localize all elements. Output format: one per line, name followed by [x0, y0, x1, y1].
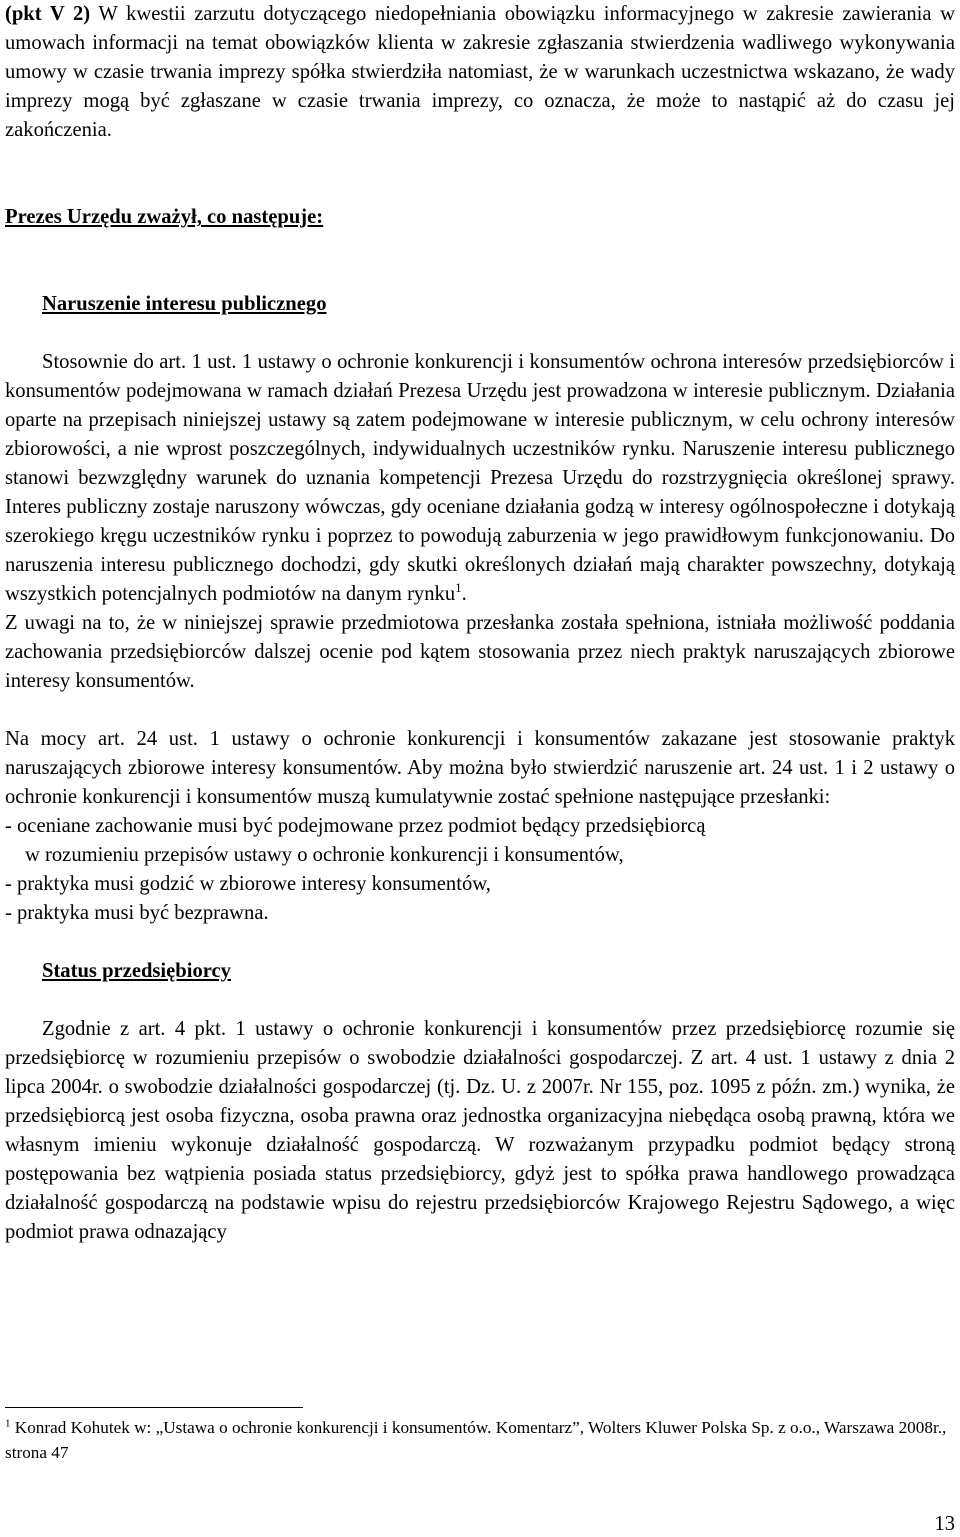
footnote [5, 1415, 955, 1465]
list-item-text: - praktyka musi być bezprawna. [5, 902, 269, 924]
list-item [5, 899, 955, 928]
public-interest-text: Stosownie do art. 1 ust. 1 ustawy o ochronie konkurencji i konsumentów ochrona interesów przedsiębiorców i konsumentów podejmowana w ramach działań Prezesa Urzędu jest prowadzona w interesie publicznym. Działania oparte na przepisach niniejszej ustawy są zatem podejmowane w interesie publicznym, w celu ochrony interesów zbiorowości, a nie wprost poszczególnych, indywidualnych uczestników rynku. Naruszenie interesu publicznego stanowi bezwzględny warunek do uznania kompetencji Prezesa Urzędu do rozstrzygnięcia określonej sprawy. Interes publiczny zostaje naruszony wówczas, gdy oceniane działania godzą w interesy ogólnospołeczne i dotykają szerokiego kręgu uczestników rynku i poprzez to powodują zaburzenia w jego prawidłowym funkcjonowaniu. Do naruszenia interesu publicznego dochodzi, gdy skutki określonych działań mają charakter powszechny, dotykają wszystkich potencjalnych podmiotów na danym rynku [5, 351, 955, 605]
top-paragraph-text: W kwestii zarzutu dotyczącego niedopełniania obowiązku informacyjnego w zakresie zawierania w umowach informacji na temat obowiązków klienta w zakresie zgłaszania stwierdzenia wadliwego wykonywania umowy w czasie trwania imprezy spółka stwierdziła natomiast, że w warunkach uczestnictwa wskazano, że wady imprezy mogą być zgłaszane w czasie trwania imprezy, co oznacza, że może to nastąpić aż do czasu jej zakończenia. [5, 3, 956, 141]
status-paragraph [5, 1015, 955, 1247]
document-page [5, 0, 955, 1247]
main-heading: Prezes Urzędu zważył, co następuje: [5, 206, 324, 228]
list-item-continuation: w rozumieniu przepisów ustawy o ochronie konkurencji i konsumentów, [25, 844, 624, 866]
premises-list [5, 812, 955, 928]
footnote-number: 1 [5, 1417, 11, 1430]
footnote-text: Konrad Kohutek w: „Ustawa o ochronie konkurencji i konsumentów. Komentarz”, Wolters Kluwer Polska Sp. z o.o., Warszawa 2008r., strona 47 [5, 1418, 947, 1462]
art24-paragraph: Na mocy art. 24 ust. 1 ustawy o ochronie konkurencji i konsumentów zakazane jest stosowanie praktyk naruszających zbiorowe interesy konsumentów. Aby można było stwierdzić naruszenie art. 24 ust. 1 i 2 ustawy o ochronie konkurencji i konsumentów muszą kumulatywnie zostać spełnione następujące przesłanki: [5, 728, 955, 808]
page-number: 13 [934, 1513, 955, 1535]
top-paragraph [5, 0, 955, 145]
list-item-text: - oceniane zachowanie musi być podejmowane przez podmiot będący przedsiębiorcą [5, 815, 706, 837]
list-item [5, 870, 955, 899]
point-label: (pkt V 2) [5, 3, 91, 25]
status-text: Zgodnie z art. 4 pkt. 1 ustawy o ochronie konkurencji i konsumentów przez przedsiębiorcę rozumie się przedsiębiorcę w rozumieniu przepisów o swobodzie działalności gospodarczej. Z art. 4 ust. 1 ustawy z dnia 2 lipca 2004r. o swobodzie działalności gospodarczej (tj. Dz. U. z 2007r. Nr 155, poz. 1095 z późn. zm.) wynika, że przedsiębiorcą jest osoba fizyczna, osoba prawna oraz jednostka organizacyjna niebędąca osobą prawną, która we własnym imieniu wykonuje działalność gospodarczą. W rozważanym przypadku podmiot będący stroną postępowania bez wątpienia posiada status przedsiębiorcy, gdyż jest to spółka prawa handlowego prowadząca działalność gospodarczą na podstawie wpisu do rejestru przedsiębiorców Krajowego Rejestru Sądowego, a więc podmiot prawa odnazający [5, 1018, 955, 1243]
public-interest-conclusion: Z uwagi na to, że w niniejszej sprawie przedmiotowa przesłanka została spełniona, istniała możliwość poddania zachowania przedsiębiorców dalszej ocenie pod kątem stosowania przez niech praktyk naruszających zbiorowe interesy konsumentów. [5, 612, 955, 692]
section-heading-public-interest: Naruszenie interesu publicznego [42, 293, 327, 315]
list-item [5, 812, 955, 870]
list-item-text: - praktyka musi godzić w zbiorowe interesy konsumentów, [5, 873, 491, 895]
footnote-reference: 1 [455, 580, 462, 596]
public-interest-paragraph [5, 348, 955, 609]
public-interest-end: . [461, 583, 467, 605]
footnote-separator [5, 1407, 303, 1408]
section-heading-status: Status przedsiębiorcy [42, 960, 231, 982]
